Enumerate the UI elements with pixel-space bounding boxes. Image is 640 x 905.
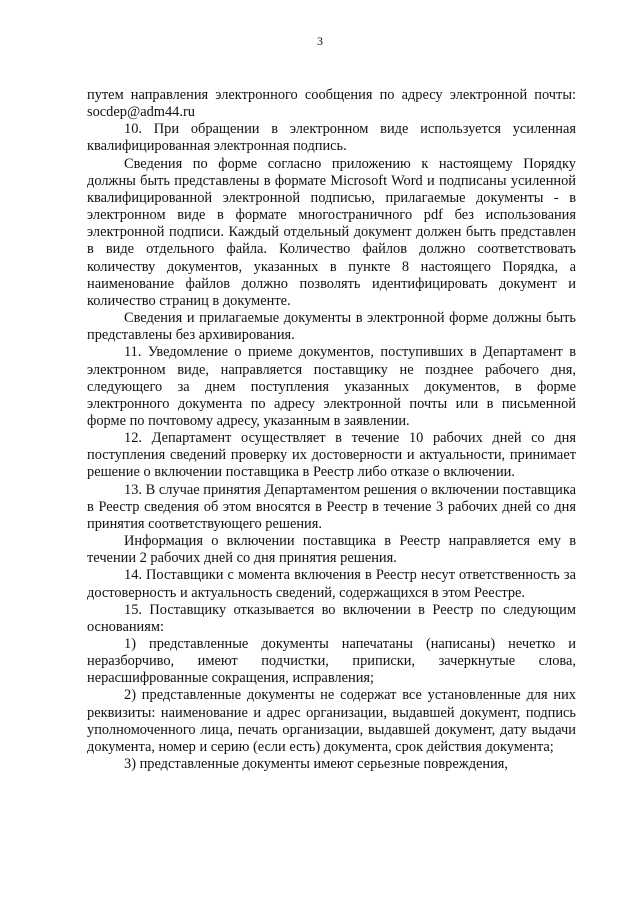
paragraph-subitem-1: 1) представленные документы напечатаны (написаны) нечетко и неразборчиво, имеют подчистки, приписки, зачеркнутые слова, нерасшифрованные сокращения, исправления; (87, 636, 576, 687)
paragraph-no-archiving: Сведения и прилагаемые документы в электронной форме должны быть представлены без архивирования. (87, 310, 576, 344)
paragraph-item-11: 11. Уведомление о приеме документов, поступивших в Департамент в электронном виде, направляется поставщику не позднее рабочего дня, следующего за днем поступления указанных документов, в форме электронного документа по адресу электронной почты или в письменной форме по почтовому адресу, указанным в заявлении. (87, 344, 576, 429)
page-number: 3 (317, 34, 323, 48)
paragraph-format-requirements: Сведения по форме согласно приложению к настоящему Порядку должны быть представлены в формате Microsoft Word и подписаны усиленной квалифицированной электронной подписью, прилагаемые документы - в электронном виде в формате многостраничного pdf без использования электронной подписи. Каждый отдельный документ должен быть представлен в виде отдельного файла. Количество файлов должно соответствовать количеству документов, указанных в пункте 8 настоящего Порядка, а наименование файлов должно позволять идентифицировать документ и количество страниц в документе. (87, 155, 576, 309)
paragraph-email-continuation: путем направления электронного сообщения по адресу электронной почты: socdep@adm44.ru (87, 87, 576, 121)
paragraph-subitem-3: 3) представленные документы имеют серьезные повреждения, (124, 756, 509, 773)
paragraph-notification-info: Информация о включении поставщика в Реестр направляется ему в течении 2 рабочих дней со дня принятия решения. (87, 533, 576, 567)
paragraph-item-10: 10. При обращении в электронном виде используется усиленная квалифицированная электронная подпись. (87, 121, 576, 155)
paragraph-subitem-2: 2) представленные документы не содержат все установленные для них реквизиты: наименование и адрес организации, выдавшей документ, подпись уполномоченного лица, печать организации, выдавшей документ, дату выдачи документа, номер и серию (если есть) документа, срок действия документа; (87, 687, 576, 755)
paragraph-item-13: 13. В случае принятия Департаментом решения о включении поставщика в Реестр сведения об этом вносятся в Реестр в течение 3 рабочих дней со дня принятия соответствующего решения. (87, 481, 576, 532)
paragraph-item-15: 15. Поставщику отказывается во включении в Реестр по следующим основаниям: (87, 601, 576, 635)
paragraph-item-14: 14. Поставщики с момента включения в Реестр несут ответственность за достоверность и актуальность сведений, содержащихся в этом Реестре. (87, 567, 576, 601)
document-body (87, 87, 576, 773)
paragraph-item-12: 12. Департамент осуществляет в течение 10 рабочих дней со дня поступления сведений проверку их достоверности и актуальности, принимает решение о включении поставщика в Реестр либо отказе о включении. (87, 430, 576, 481)
